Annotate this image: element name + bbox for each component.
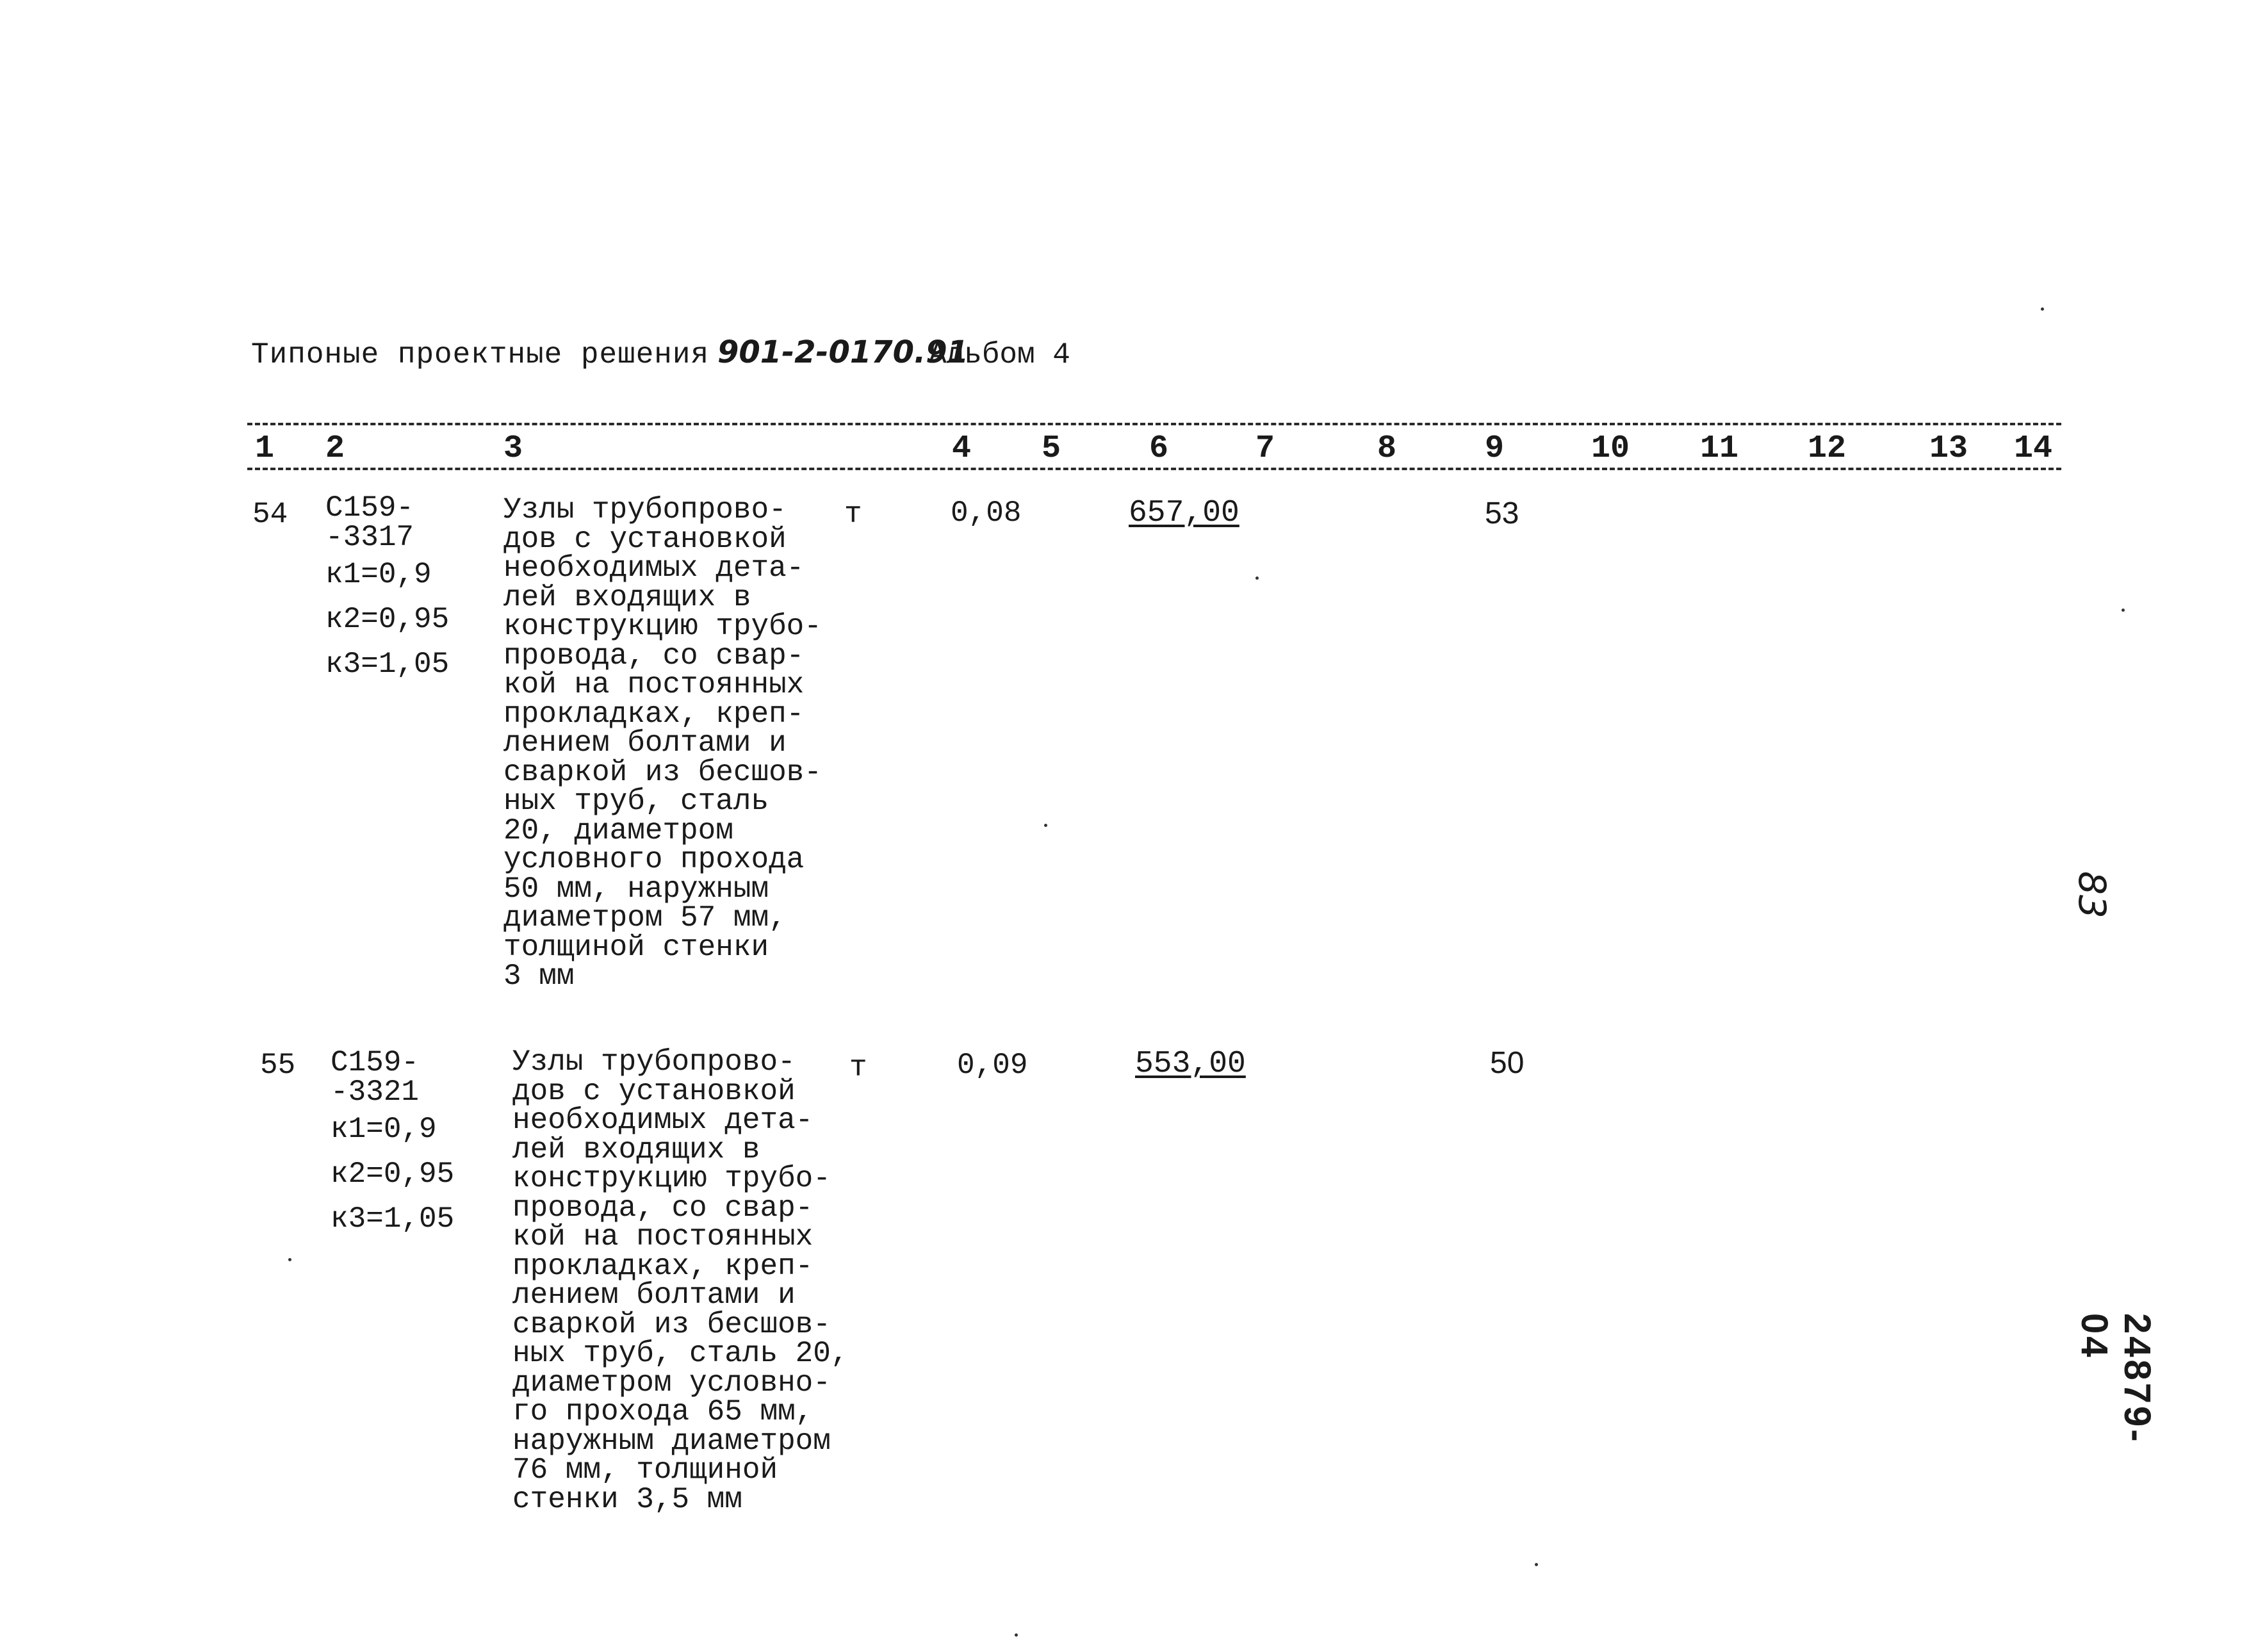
table-header-rule: [247, 468, 2061, 470]
quantity: 0,08: [951, 496, 1022, 530]
unit-price: 657,00: [1129, 496, 1239, 530]
unit: т: [844, 498, 862, 531]
coefficient-k1: к1=0,9: [325, 558, 432, 591]
scan-speck: [2122, 609, 2125, 612]
scan-speck: [288, 1258, 291, 1261]
column-number-6: 6: [1149, 430, 1169, 467]
quantity: 0,09: [957, 1049, 1028, 1082]
column-number-9: 9: [1485, 430, 1505, 467]
rate-code-line-1: С159-: [325, 491, 414, 525]
coefficient-k1: к1=0,9: [331, 1113, 437, 1146]
column-number-5: 5: [1042, 430, 1061, 467]
rate-code: [325, 493, 449, 687]
album-label: Альбом 4: [929, 338, 1070, 372]
row-number: 55: [260, 1049, 296, 1082]
coefficient-k2: к2=0,95: [331, 1157, 455, 1191]
column-9-value: 50: [1490, 1046, 1525, 1080]
column-number-4: 4: [952, 430, 972, 467]
handwritten-page-number: 83: [2070, 871, 2114, 919]
column-number-14: 14: [2014, 430, 2053, 467]
column-number-12: 12: [1808, 430, 1847, 467]
coefficient-k2: к2=0,95: [325, 603, 450, 636]
table-top-rule: [247, 423, 2061, 425]
unit-price: 553,00: [1135, 1047, 1246, 1081]
column-number-7: 7: [1255, 430, 1275, 467]
inventory-number: 24879-04: [2073, 1313, 2158, 1444]
scan-speck: [2041, 307, 2044, 311]
scan-speck: [1535, 1563, 1538, 1566]
scan-speck: [1044, 824, 1047, 827]
item-description: Узлы трубопрово- дов с установкой необходимых дета- лей входящих в конструкцию трубо- провода, со свар- кой на постоянных прокладках, креп- лением болтами и сваркой из бесшов- ных труб, сталь 20, диаметром условно- го прохода 65 мм, наружным диаметром 76 мм, толщиной стенки 3,5 мм: [512, 1045, 849, 1516]
rate-code-line-2: -3317: [325, 521, 414, 554]
document-series-title: Типоные проектные решения: [251, 338, 710, 372]
column-number-3: 3: [503, 430, 523, 467]
coefficient-k3: к3=1,05: [325, 648, 450, 681]
column-number-13: 13: [1929, 430, 1968, 467]
column-number-10: 10: [1591, 430, 1630, 467]
column-number-8: 8: [1377, 430, 1397, 467]
scan-speck: [1255, 577, 1259, 580]
unit: т: [849, 1051, 867, 1084]
rate-code-line-2: -3321: [331, 1075, 420, 1109]
project-code: 901-2-0170.91: [717, 334, 969, 370]
rate-code: [331, 1048, 454, 1241]
scan-speck: [1015, 1633, 1018, 1637]
column-9-value: 53: [1485, 496, 1519, 530]
column-number-2: 2: [325, 430, 345, 467]
item-description: Узлы трубопрово- дов с установкой необходимых дета- лей входящих в конструкцию трубо- провода, со свар- кой на постоянных прокладках, креп- лением болтами и сваркой из бесшов- ных труб, сталь 20, диаметром условного прохода 50 мм, наружным диаметром 57 мм, толщиной стенки 3 мм: [503, 493, 822, 993]
column-number-11: 11: [1700, 430, 1739, 467]
row-number: 54: [252, 498, 288, 531]
column-number-1: 1: [255, 430, 275, 467]
rate-code-line-1: С159-: [331, 1046, 420, 1079]
coefficient-k3: к3=1,05: [331, 1202, 455, 1236]
